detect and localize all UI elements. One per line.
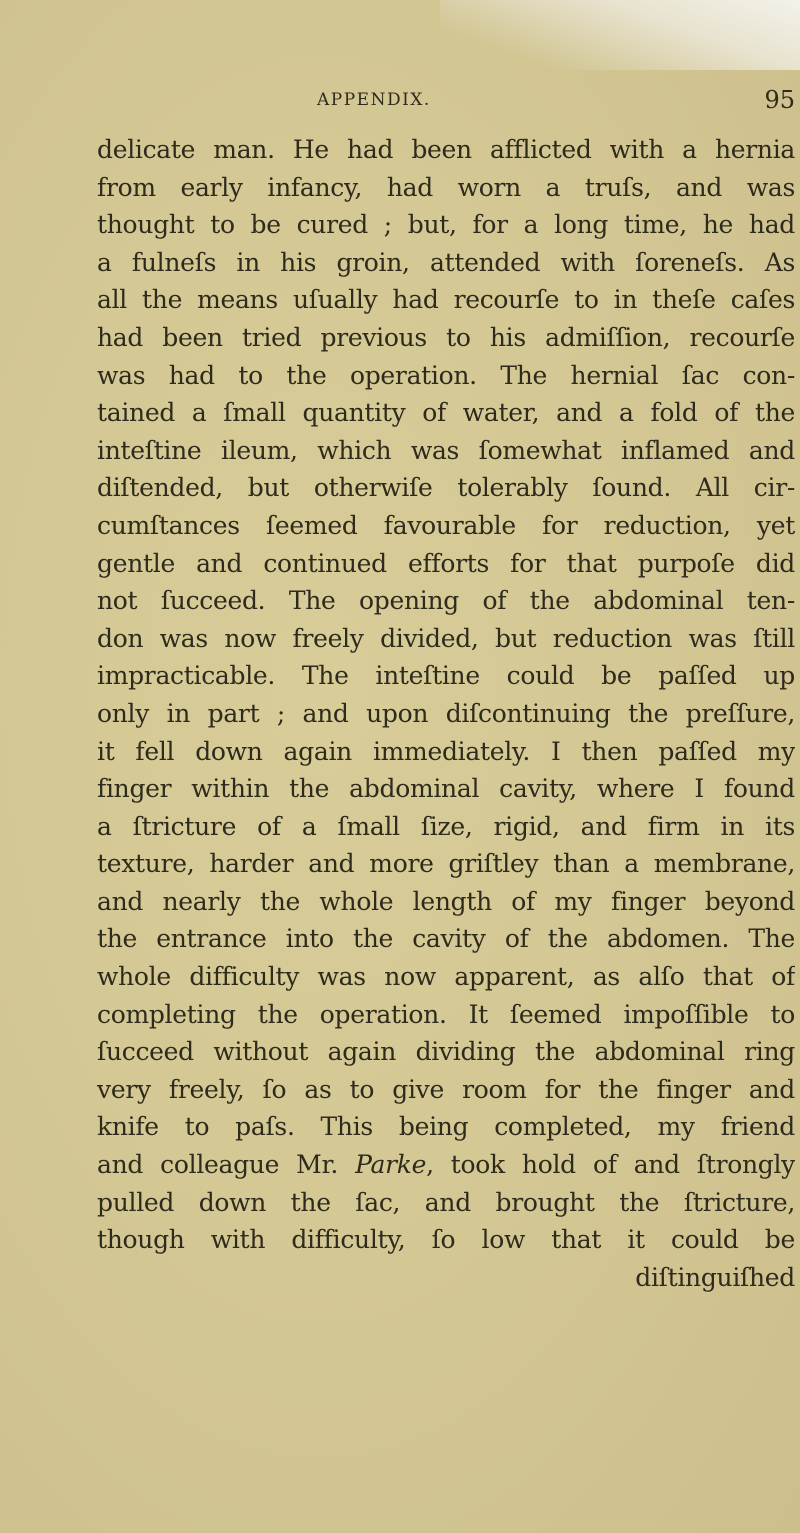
text-line: it fell down again immediately. I then paſſed my xyxy=(97,736,795,766)
text-line: was had to the operation. The hernial ſac con- xyxy=(97,360,795,390)
text-line: pulled down the ſac, and brought the ſtricture, xyxy=(97,1187,795,1217)
text-line: thought to be cured ; but, for a long time, he had xyxy=(97,210,795,240)
text-line: knife to paſs. This being completed, my friend xyxy=(97,1112,795,1142)
catchword: diſtinguiſhed xyxy=(635,1262,795,1292)
text-line: inteſtine ileum, which was ſomewhat inflamed and xyxy=(97,435,795,465)
text-line: finger within the abdominal cavity, where I found xyxy=(97,774,795,804)
text-line: ſucceed without again dividing the abdominal ring xyxy=(97,1037,795,1067)
text-line: not ſucceed. The opening of the abdominal ten- xyxy=(97,586,795,616)
text-line: only in part ; and upon diſcontinuing the preſſure, xyxy=(97,698,795,728)
text-segment: and colleague Mr. xyxy=(97,1150,356,1180)
text-line: delicate man. He had been afflicted with a hernia xyxy=(97,135,795,164)
text-line: completing the operation. It ſeemed impoſſible to xyxy=(97,999,795,1029)
text-line: cumſtances ſeemed favourable for reduction, yet xyxy=(97,510,795,540)
text-line: a ſtricture of a ſmall ſize, rigid, and firm in its xyxy=(97,811,795,841)
text-line: don was now freely divided, but reduction was ſtill xyxy=(97,623,795,653)
text-line: whole difficulty was now apparent, as alſo that of xyxy=(97,962,795,992)
text-line: diſtended, but otherwiſe tolerably ſound. All cir- xyxy=(97,473,795,503)
text-line: texture, harder and more griſtley than a membrane, xyxy=(97,849,795,879)
text-line: from early infancy, had worn a truſs, and was xyxy=(97,172,795,202)
italic-name: Parke xyxy=(355,1150,427,1180)
text-line: very freely, ſo as to give room for the finger and xyxy=(97,1074,795,1104)
text-line: a fulneſs in his groin, attended with ſoreneſs. As xyxy=(97,247,795,277)
text-line: the entrance into the cavity of the abdomen. The xyxy=(97,924,795,954)
text-line: gentle and continued efforts for that purpoſe did xyxy=(97,548,795,578)
text-line: and nearly the whole length of my finger beyond xyxy=(97,886,795,916)
text-line xyxy=(97,1146,795,1184)
page-corner-background xyxy=(440,0,800,70)
page-number: 95 xyxy=(764,86,795,114)
text-segment: , took hold of and ſtrongly xyxy=(426,1150,795,1180)
text-line: impracticable. The inteſtine could be paſſed up xyxy=(97,661,795,691)
body-text xyxy=(97,131,795,1296)
page-header xyxy=(97,86,795,116)
text-line: tained a ſmall quantity of water, and a fold of the xyxy=(97,398,795,428)
text-line: all the means uſually had recourſe to in theſe caſes xyxy=(97,285,795,315)
text-line: had been tried previous to his admiſſion, recourſe xyxy=(97,322,795,352)
running-head: APPENDIX. xyxy=(317,90,431,110)
text-line: though with difficulty, ſo low that it could be xyxy=(97,1225,795,1255)
